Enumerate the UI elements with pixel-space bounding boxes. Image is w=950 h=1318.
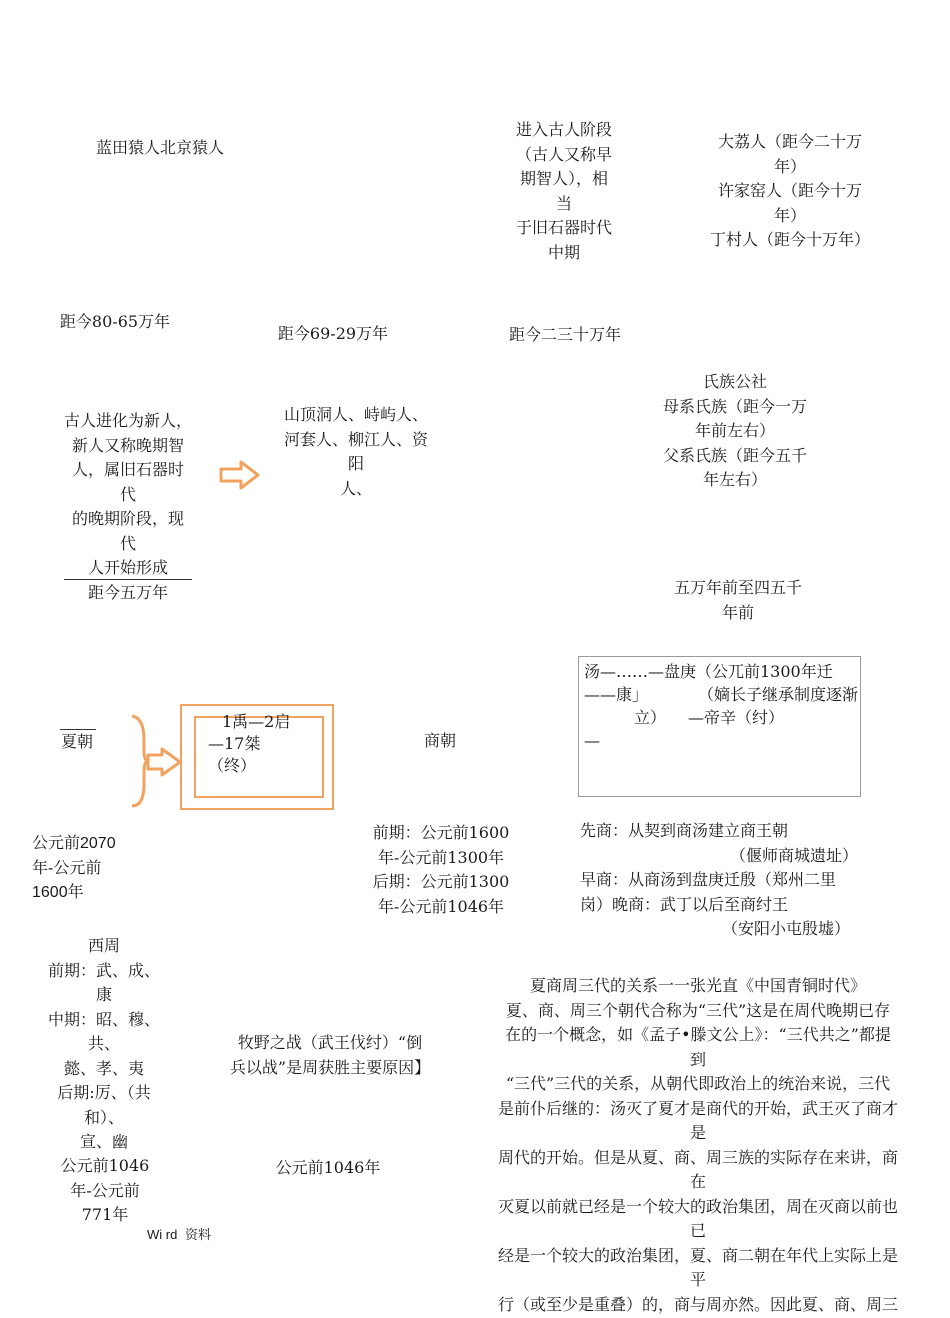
bracket-arrow-icon bbox=[128, 712, 188, 810]
xia-dates: 公元前2070 年-公元前 1600年 bbox=[32, 835, 116, 901]
muye-battle-date: 公元前1046年 bbox=[275, 1158, 381, 1177]
dali-xujiayao-dingcun: 大荔人（距今二十万 年） 许家窑人（距今十万 年） 丁村人（距今十万年） bbox=[709, 132, 870, 249]
western-zhou-dates: 公元前1046 年-公元前 771年 bbox=[60, 1156, 150, 1224]
archaic-stage-text: 进入古人阶段 （古人又称早 期智人），相 当 于旧石器时代 中期 bbox=[515, 120, 612, 262]
new-human-sites: 山顶洞人、峙屿人、 河套人、柳江人、资 阳 人、 bbox=[283, 405, 428, 498]
footer-watermark: Wi rd 资料 bbox=[147, 1227, 211, 1242]
xia-label: 夏朝 bbox=[60, 732, 93, 751]
evolution-text: 古人进化为新人， 新人又称晚期智 人，属旧石器时 代 的晚期阶段，现 代 人开始形成 bbox=[63, 411, 192, 577]
western-zhou-kings: 西周 前期：武、成、 康 中期：昭、穆、 共、 懿、孝、夷 后期:厉、（共 和）、 宣、幽 bbox=[47, 936, 160, 1151]
shang-stages: 先商：从契到商汤建立商王朝 （偃师商城遗址） 早商：从商汤到盘庚迁殷（郑州二里 岗）晚商：武丁以后至商纣王 （安阳小屯殷墟） bbox=[580, 821, 859, 938]
xia-kings-text: 1禹—2启 —17桀 （终） bbox=[208, 712, 291, 775]
three-dynasties-essay: 夏商周三代的关系一一张光直《中国青铜时代》 夏、商、周三个朝代合称为“三代”这是在周代晚期已存 在的一个概念，如《孟子•滕文公上》：“三代共之”都提 到 “三代”三代的关系，从朝代即政治上的统治来说，三代 是前仆后继的：汤灭了夏才是商代的开始，武王灭了商才 是 周代的开始。但是从夏、商、周三族的实际存在来讲，商 在 灭夏以前就已经是一个较大的政治集团，周在灭商以前也 已 经是一个较大的政治集团，夏、商二朝在年代上实际上是 平 行（或至少是重叠）的，商与周亦然。因此夏、商、周三 bbox=[497, 976, 898, 1314]
shang-periods: 前期：公元前1600 年-公元前1300年 后期：公元前1300 年-公元前1046年 bbox=[372, 823, 510, 916]
evolution-date: 距今五万年 bbox=[87, 583, 168, 602]
right-arrow-icon bbox=[219, 460, 261, 490]
shang-label: 商朝 bbox=[423, 731, 456, 750]
date-69-29: 距今69-29万年 bbox=[277, 324, 389, 343]
muye-battle-text: 牧野之战（武王伐纣）“倒 兵以战”是周获胜主要原因】 bbox=[229, 1033, 431, 1077]
lantian-beijing-label: 蓝田猿人北京猿人 bbox=[95, 138, 224, 157]
clan-date: 五万年前至四五千 年前 bbox=[673, 578, 802, 622]
date-80-65: 距今80-65万年 bbox=[59, 312, 171, 331]
divider-line bbox=[64, 579, 192, 580]
clan-commune-text: 氏族公社 母系氏族（距今一万 年前左右） 父系氏族（距今五千 年左右） bbox=[662, 372, 807, 489]
shang-succession-text: 汤—……—盘庚（公兀前1300年迁 ——康」 （嫡长子继承制度逐渐 立） —帝辛（纣） — bbox=[584, 662, 859, 750]
date-20-30: 距今二三十万年 bbox=[508, 325, 621, 344]
